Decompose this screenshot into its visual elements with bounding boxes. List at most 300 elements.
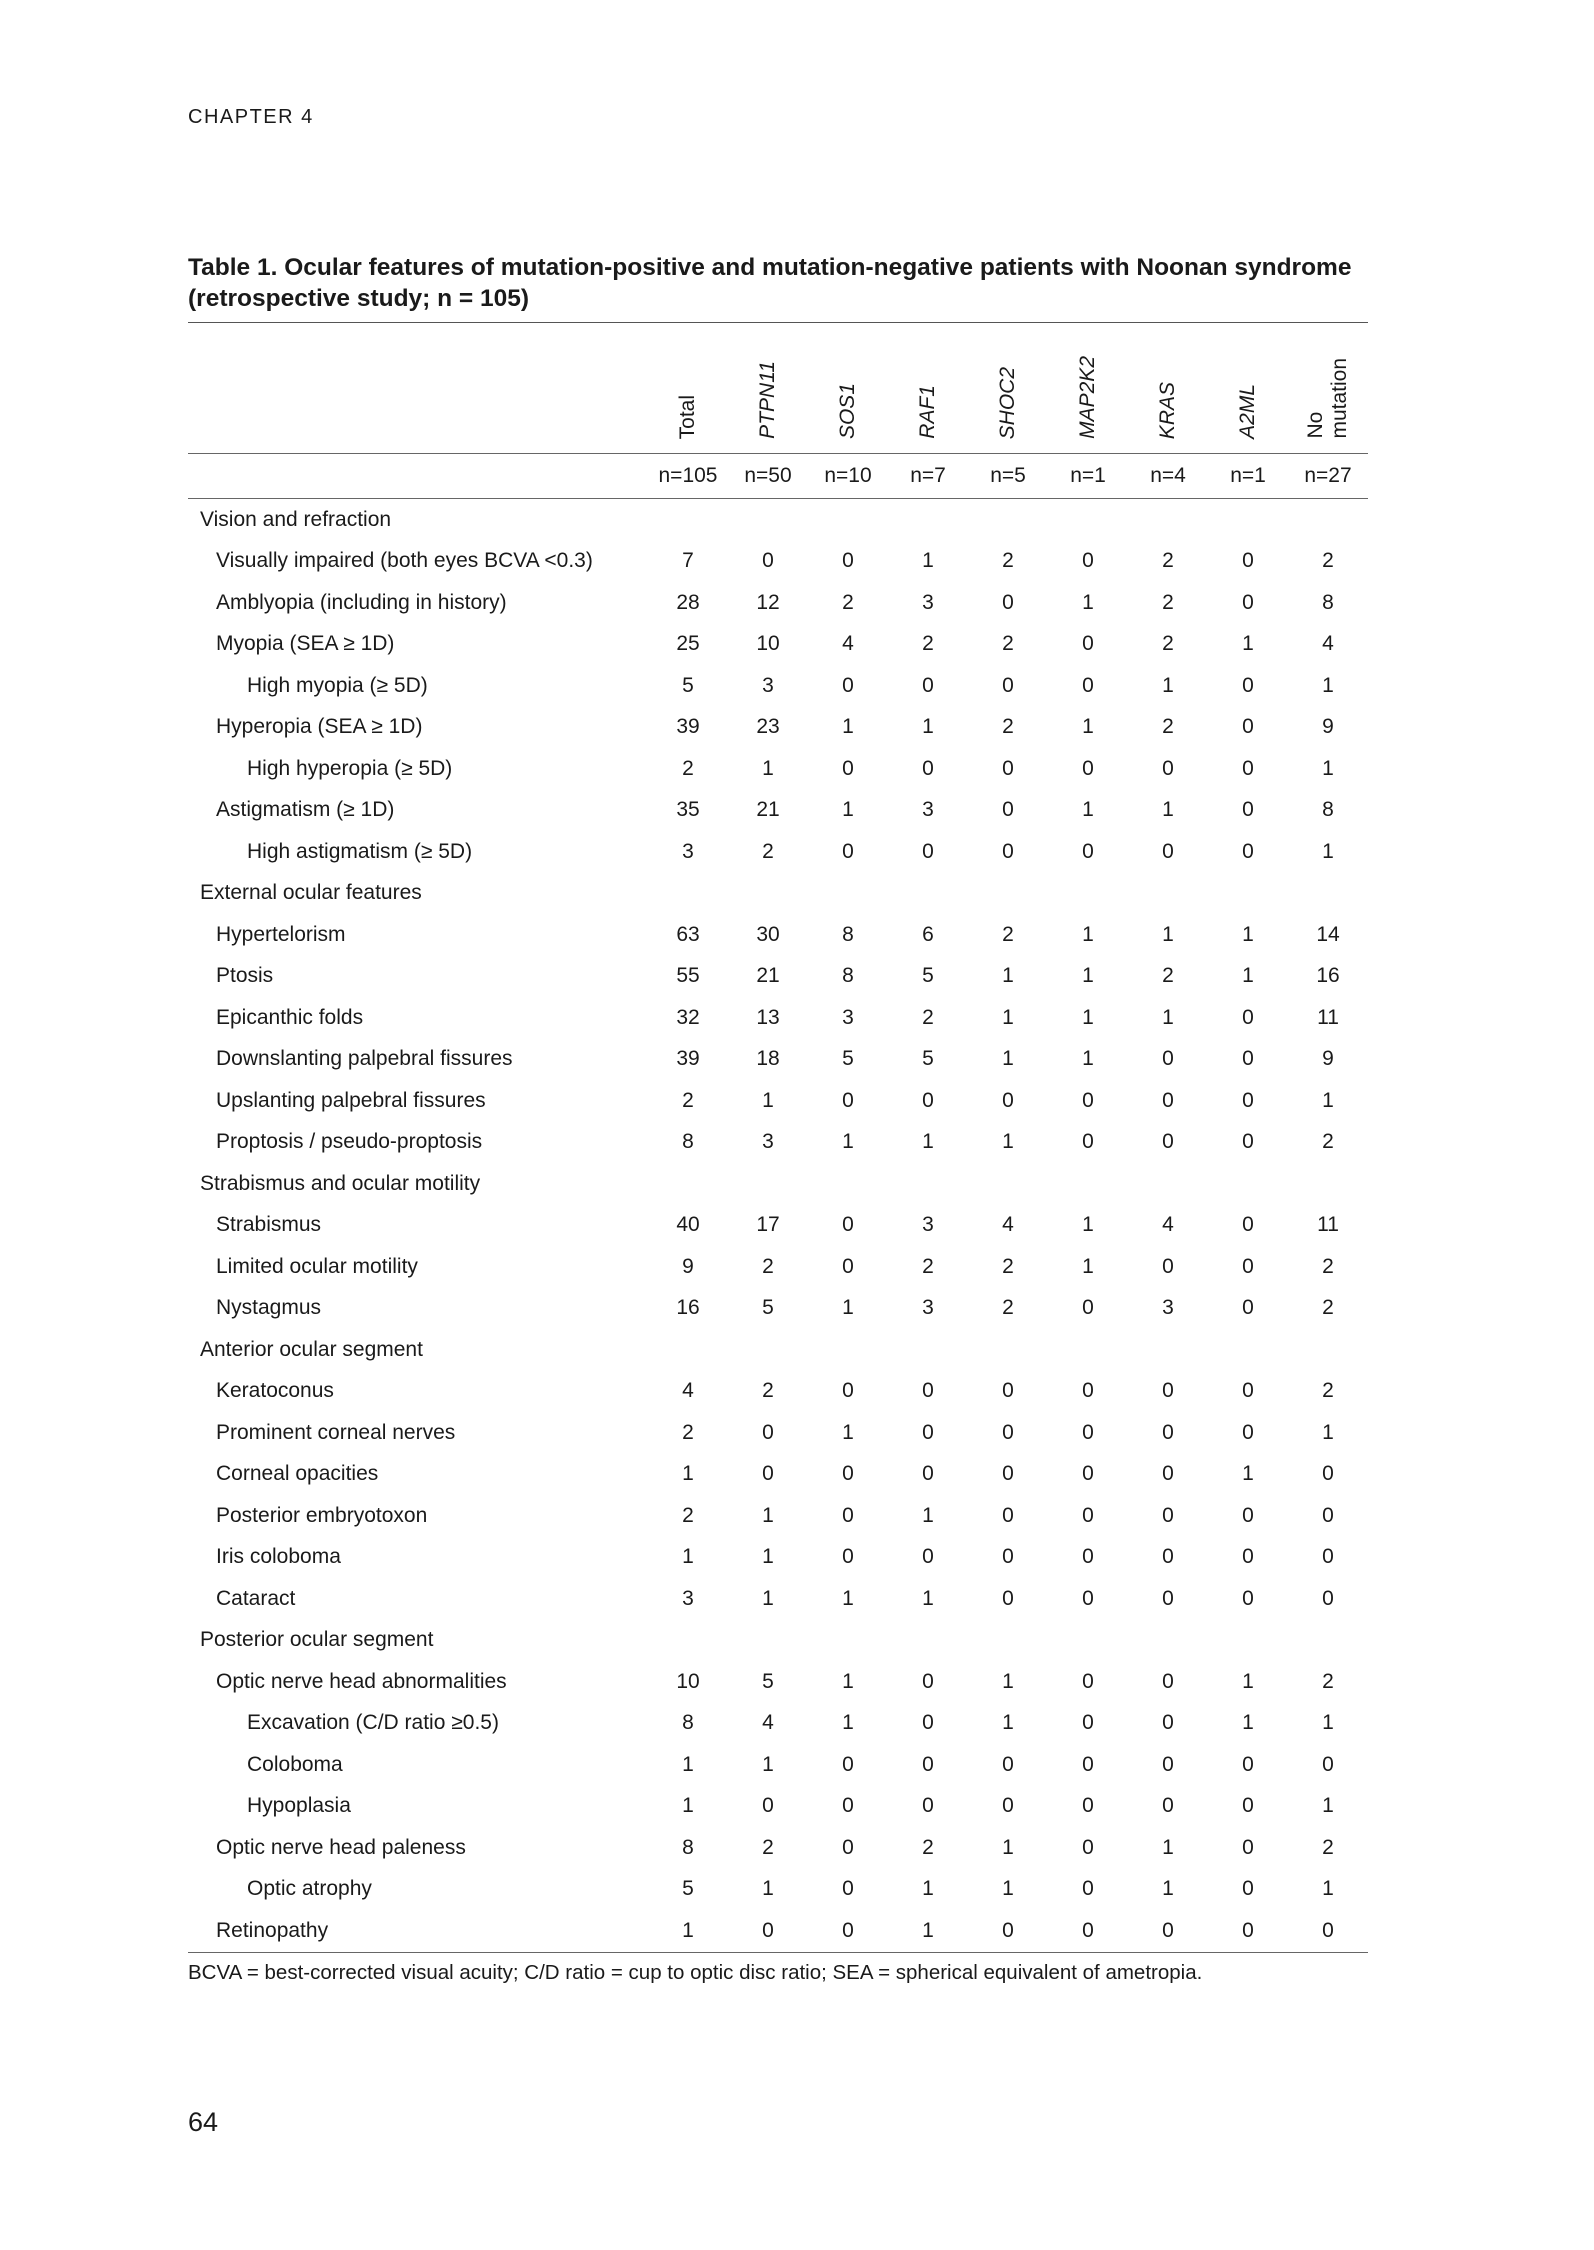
value-cell [1208, 1620, 1288, 1662]
value-cell: 1 [1002, 1711, 1014, 1735]
table-row [188, 1786, 1368, 1828]
value-cell: 0 [842, 1835, 854, 1859]
table-row [188, 1288, 1368, 1330]
table-row [188, 1910, 1368, 1952]
value-cell: 1 [842, 1296, 854, 1320]
value-cell [1048, 873, 1128, 915]
row-label: Limited ocular motility [216, 1254, 418, 1278]
value-cell: 1 [1082, 715, 1094, 739]
value-cell: 1 [762, 756, 774, 780]
value-cell: 0 [1322, 1586, 1334, 1610]
value-cell: 1 [1242, 964, 1254, 988]
table-row [188, 914, 1368, 956]
value-cell: 1 [1242, 1462, 1254, 1486]
column-header-label [836, 383, 860, 439]
row-label: Hyperopia (SEA ≥ 1D) [216, 715, 423, 739]
value-cell: 1 [1002, 1835, 1014, 1859]
value-cell: 0 [1322, 1545, 1334, 1569]
value-cell: 2 [842, 590, 854, 614]
value-cell: 0 [1162, 1794, 1174, 1818]
value-cell: 4 [762, 1711, 774, 1735]
value-cell: 0 [1162, 1130, 1174, 1154]
value-cell [1048, 1163, 1128, 1205]
column-header-label [916, 385, 940, 439]
value-cell: 2 [1322, 1835, 1334, 1859]
row-label: Epicanthic folds [216, 1005, 364, 1029]
value-cell: 0 [1082, 756, 1094, 780]
value-cell: 0 [1242, 756, 1254, 780]
value-cell: 1 [1002, 964, 1014, 988]
value-cell: 1 [1322, 1420, 1334, 1444]
value-cell: 0 [1162, 1711, 1174, 1735]
value-cell: 0 [762, 1462, 774, 1486]
value-cell: 5 [922, 1047, 934, 1071]
row-label: Prominent corneal nerves [216, 1420, 456, 1444]
value-cell: 0 [922, 756, 934, 780]
value-cell [968, 1329, 1048, 1371]
row-label: Visually impaired (both eyes BCVA <0.3) [216, 549, 593, 573]
value-cell: 0 [1162, 1420, 1174, 1444]
value-cell: 8 [682, 1835, 694, 1859]
value-cell: 1 [1002, 1130, 1014, 1154]
value-cell: 0 [842, 673, 854, 697]
row-label: High astigmatism (≥ 5D) [247, 839, 473, 863]
value-cell [808, 1329, 888, 1371]
value-cell: 0 [1242, 590, 1254, 614]
value-cell: 0 [1322, 1503, 1334, 1527]
value-cell: 2 [682, 1420, 694, 1444]
sample-size-row [188, 454, 1368, 499]
value-cell: 1 [762, 1752, 774, 1776]
value-cell: 0 [1242, 1296, 1254, 1320]
value-cell: 1 [1162, 1005, 1174, 1029]
value-cell: 0 [922, 1752, 934, 1776]
value-cell [968, 873, 1048, 915]
value-cell: 0 [922, 1088, 934, 1112]
value-cell: 1 [1162, 673, 1174, 697]
value-cell: 0 [1242, 1047, 1254, 1071]
value-cell [1288, 1329, 1368, 1371]
row-label: Optic nerve head paleness [216, 1835, 466, 1859]
value-cell: 0 [1242, 1877, 1254, 1901]
value-cell: 0 [1242, 1752, 1254, 1776]
value-cell: 0 [1002, 1503, 1014, 1527]
value-cell: 0 [1242, 549, 1254, 573]
value-cell: 0 [922, 1420, 934, 1444]
table-row [188, 956, 1368, 998]
value-cell: 0 [1002, 1545, 1014, 1569]
value-cell [888, 499, 968, 541]
value-cell: 0 [842, 1877, 854, 1901]
value-cell: 1 [1002, 1005, 1014, 1029]
value-cell: 23 [756, 715, 780, 739]
value-cell: 1 [1082, 922, 1094, 946]
sample-size-cell: n=1 [1070, 464, 1106, 487]
value-cell: 5 [682, 673, 694, 697]
value-cell: 0 [842, 1794, 854, 1818]
value-cell: 0 [1162, 1047, 1174, 1071]
value-cell: 0 [1002, 1752, 1014, 1776]
value-cell: 2 [1162, 549, 1174, 573]
value-cell: 2 [1322, 1296, 1334, 1320]
table-caption: Table 1. Ocular features of mutation-positive and mutation-negative patients with Noonan syndrome (retrospective study; n = 105) [188, 254, 1352, 312]
value-cell [1288, 1620, 1368, 1662]
value-cell: 8 [682, 1711, 694, 1735]
value-cell [648, 873, 728, 915]
value-cell: 1 [682, 1794, 694, 1818]
value-cell: 0 [922, 1379, 934, 1403]
value-cell: 1 [1082, 1005, 1094, 1029]
value-cell: 0 [1242, 1379, 1254, 1403]
value-cell: 0 [922, 1669, 934, 1693]
value-cell: 0 [842, 1918, 854, 1942]
value-cell: 1 [922, 1877, 934, 1901]
value-cell: 5 [842, 1047, 854, 1071]
value-cell: 11 [1317, 1213, 1339, 1237]
row-label: Keratoconus [216, 1379, 334, 1403]
table-row [188, 1080, 1368, 1122]
column-header [1288, 323, 1368, 454]
value-cell: 0 [922, 673, 934, 697]
value-cell: 1 [1082, 1047, 1094, 1071]
column-header-label [1236, 384, 1260, 439]
table-row [188, 541, 1368, 583]
value-cell [648, 1163, 728, 1205]
value-cell [1208, 1329, 1288, 1371]
value-cell: 0 [1242, 1213, 1254, 1237]
value-cell: 1 [1322, 1794, 1334, 1818]
sample-size-cell: n=50 [744, 464, 792, 487]
column-header [648, 323, 728, 454]
value-cell: 1 [762, 1877, 774, 1901]
value-cell [1288, 1163, 1368, 1205]
value-cell: 1 [922, 1586, 934, 1610]
value-cell: 0 [762, 1794, 774, 1818]
value-cell: 0 [1242, 798, 1254, 822]
value-cell [728, 1329, 808, 1371]
row-label: Strabismus [216, 1213, 322, 1237]
value-cell: 2 [922, 1005, 934, 1029]
value-cell: 16 [1316, 964, 1340, 988]
value-cell: 18 [756, 1047, 780, 1071]
value-cell: 5 [762, 1296, 774, 1320]
value-cell: 0 [1082, 632, 1094, 656]
value-cell [1048, 1329, 1128, 1371]
value-cell: 1 [1322, 1877, 1334, 1901]
value-cell: 0 [1082, 1420, 1094, 1444]
value-cell: 0 [1082, 1130, 1094, 1154]
column-header-label [756, 361, 780, 439]
value-cell [648, 499, 728, 541]
row-label: Optic atrophy [247, 1877, 372, 1901]
value-cell: 0 [762, 549, 774, 573]
row-label: Excavation (C/D ratio ≥0.5) [247, 1711, 499, 1735]
value-cell: 2 [1002, 549, 1014, 573]
section-header-row [188, 1163, 1368, 1205]
table-row [188, 748, 1368, 790]
table-row [188, 1661, 1368, 1703]
value-cell: 0 [922, 1462, 934, 1486]
row-label: Posterior embryotoxon [216, 1503, 428, 1527]
value-cell: 2 [682, 756, 694, 780]
table-body [188, 499, 1368, 1953]
value-cell [808, 1620, 888, 1662]
value-cell: 0 [1162, 1586, 1174, 1610]
value-cell: 0 [1082, 1669, 1094, 1693]
value-cell: 1 [762, 1503, 774, 1527]
value-cell: 3 [922, 798, 934, 822]
value-cell: 5 [682, 1877, 694, 1901]
table-row [188, 1205, 1368, 1247]
table-row [188, 1869, 1368, 1911]
value-cell: 0 [842, 1545, 854, 1569]
table-row [188, 997, 1368, 1039]
value-cell: 1 [1322, 1711, 1334, 1735]
column-header-line: RAF1 [916, 385, 939, 439]
row-label: Myopia (SEA ≥ 1D) [216, 632, 395, 656]
table-row [188, 1039, 1368, 1081]
value-cell: 0 [1242, 1835, 1254, 1859]
table-row [188, 1744, 1368, 1786]
value-cell: 1 [842, 1420, 854, 1444]
value-cell: 0 [1242, 1254, 1254, 1278]
value-cell: 2 [1322, 1669, 1334, 1693]
value-cell [648, 1329, 728, 1371]
column-header-line: SOS1 [836, 382, 859, 439]
value-cell: 0 [1242, 1545, 1254, 1569]
value-cell: 2 [1162, 964, 1174, 988]
value-cell: 1 [842, 1586, 854, 1610]
value-cell: 1 [1002, 1877, 1014, 1901]
value-cell: 1 [1002, 1047, 1014, 1071]
value-cell: 3 [762, 673, 774, 697]
section-header-row [188, 1329, 1368, 1371]
table-row [188, 1537, 1368, 1579]
sample-size-cell: n=27 [1304, 464, 1352, 487]
column-header-line: Total [676, 394, 699, 439]
column-header [728, 323, 808, 454]
value-cell: 0 [842, 549, 854, 573]
value-cell: 1 [1082, 1213, 1094, 1237]
value-cell: 1 [1242, 1711, 1254, 1735]
value-cell: 0 [1162, 1669, 1174, 1693]
table-row [188, 665, 1368, 707]
value-cell: 0 [1082, 1752, 1094, 1776]
value-cell: 0 [1082, 549, 1094, 573]
value-cell: 1 [1082, 1254, 1094, 1278]
value-cell: 1 [842, 1711, 854, 1735]
value-cell: 2 [1002, 1296, 1014, 1320]
row-label: Iris coloboma [216, 1545, 341, 1569]
column-header-line: mutation [1328, 358, 1351, 439]
value-cell: 1 [682, 1918, 694, 1942]
sample-size-cell: n=105 [658, 464, 718, 487]
column-header [968, 323, 1048, 454]
value-cell: 0 [1002, 673, 1014, 697]
row-label: Upslanting palpebral fissures [216, 1088, 486, 1112]
value-cell: 3 [682, 1586, 694, 1610]
value-cell [1128, 1620, 1208, 1662]
value-cell: 1 [1162, 1877, 1174, 1901]
value-cell: 0 [1242, 715, 1254, 739]
value-cell [808, 873, 888, 915]
value-cell: 0 [1082, 1918, 1094, 1942]
value-cell: 2 [762, 1254, 774, 1278]
table-row [188, 790, 1368, 832]
value-cell [968, 499, 1048, 541]
value-cell: 1 [1242, 1669, 1254, 1693]
row-label: Corneal opacities [216, 1462, 379, 1486]
value-cell: 17 [756, 1213, 780, 1237]
value-cell: 9 [682, 1254, 694, 1278]
row-label: Hypoplasia [247, 1794, 351, 1818]
value-cell: 3 [922, 590, 934, 614]
column-header-label [1156, 382, 1180, 439]
value-cell: 12 [756, 590, 780, 614]
value-cell: 2 [1002, 1254, 1014, 1278]
value-cell: 1 [1162, 798, 1174, 822]
value-cell: 21 [756, 964, 780, 988]
value-cell: 30 [756, 922, 780, 946]
value-cell: 0 [1242, 839, 1254, 863]
header-blank-cell [188, 323, 648, 454]
column-header [1208, 323, 1288, 454]
value-cell: 0 [842, 1503, 854, 1527]
value-cell: 1 [762, 1586, 774, 1610]
value-cell: 0 [1162, 1918, 1174, 1942]
value-cell: 2 [1322, 1254, 1334, 1278]
value-cell: 0 [1002, 798, 1014, 822]
value-cell [808, 499, 888, 541]
table-row [188, 1827, 1368, 1869]
value-cell: 1 [1162, 922, 1174, 946]
value-cell: 0 [1162, 1503, 1174, 1527]
value-cell: 0 [1242, 1088, 1254, 1112]
value-cell: 0 [1322, 1752, 1334, 1776]
value-cell: 1 [1082, 590, 1094, 614]
value-cell: 2 [682, 1088, 694, 1112]
column-header-line: PTPN11 [756, 361, 779, 439]
value-cell: 0 [1002, 1794, 1014, 1818]
value-cell: 55 [676, 964, 700, 988]
value-cell [888, 1620, 968, 1662]
value-cell: 0 [922, 1711, 934, 1735]
section-header-row [188, 873, 1368, 915]
value-cell: 25 [676, 632, 700, 656]
value-cell: 0 [1082, 1711, 1094, 1735]
value-cell: 0 [1082, 1296, 1094, 1320]
value-cell: 0 [1242, 1420, 1254, 1444]
value-cell: 2 [1002, 632, 1014, 656]
value-cell: 2 [1002, 715, 1014, 739]
value-cell: 10 [676, 1669, 700, 1693]
value-cell: 0 [1162, 1379, 1174, 1403]
value-cell: 3 [922, 1213, 934, 1237]
value-cell: 0 [922, 1794, 934, 1818]
value-cell: 5 [922, 964, 934, 988]
value-cell: 1 [762, 1545, 774, 1569]
value-cell: 40 [676, 1213, 700, 1237]
value-cell: 7 [682, 549, 694, 573]
value-cell: 1 [1082, 964, 1094, 988]
table-row [188, 1454, 1368, 1496]
column-header-line: KRAS [1156, 381, 1179, 439]
row-label: High myopia (≥ 5D) [247, 673, 428, 697]
column-header-line: A2ML [1236, 384, 1259, 439]
value-cell [648, 1620, 728, 1662]
value-cell: 2 [1162, 632, 1174, 656]
value-cell: 1 [1242, 922, 1254, 946]
page-number: 64 [188, 2107, 219, 2137]
value-cell [1288, 499, 1368, 541]
value-cell: 32 [676, 1005, 700, 1029]
value-cell: 1 [922, 715, 934, 739]
value-cell: 11 [1317, 1005, 1339, 1029]
value-cell [968, 1620, 1048, 1662]
value-cell [968, 1163, 1048, 1205]
value-cell: 0 [842, 1462, 854, 1486]
value-cell: 1 [1162, 1835, 1174, 1859]
value-cell [1208, 1163, 1288, 1205]
column-header [1128, 323, 1208, 454]
value-cell: 0 [1002, 1918, 1014, 1942]
value-cell: 1 [1082, 798, 1094, 822]
value-cell: 28 [676, 590, 700, 614]
value-cell [888, 873, 968, 915]
value-cell: 2 [1322, 1130, 1334, 1154]
row-label: Proptosis / pseudo-proptosis [216, 1130, 483, 1154]
row-label: External ocular features [200, 881, 422, 905]
value-cell [728, 1163, 808, 1205]
value-cell: 0 [1002, 1420, 1014, 1444]
value-cell: 14 [1316, 922, 1340, 946]
value-cell: 0 [1082, 1462, 1094, 1486]
value-cell: 2 [762, 1835, 774, 1859]
value-cell: 1 [922, 1918, 934, 1942]
value-cell: 0 [1002, 1586, 1014, 1610]
value-cell [1048, 1620, 1128, 1662]
sample-size-cell: n=7 [910, 464, 946, 487]
column-header-line: No [1304, 412, 1327, 439]
column-header-label [1304, 358, 1352, 439]
value-cell: 10 [756, 632, 780, 656]
value-cell [1288, 873, 1368, 915]
value-cell: 3 [922, 1296, 934, 1320]
table-footnote: BCVA = best-corrected visual acuity; C/D ratio = cup to optic disc ratio; SEA = spherical equivalent of ametropia. [188, 1961, 1203, 1984]
value-cell: 4 [1322, 632, 1334, 656]
value-cell: 2 [762, 839, 774, 863]
value-cell: 3 [682, 839, 694, 863]
value-cell: 2 [1162, 715, 1174, 739]
table-row [188, 624, 1368, 666]
value-cell: 16 [676, 1296, 700, 1320]
row-label: Anterior ocular segment [200, 1337, 423, 1361]
value-cell: 1 [1322, 673, 1334, 697]
value-cell: 2 [1322, 549, 1334, 573]
sample-size-cell: n=4 [1150, 464, 1186, 487]
sample-size-cell: n=5 [990, 464, 1026, 487]
sample-size-cell: n=1 [1230, 464, 1266, 487]
value-cell [728, 499, 808, 541]
row-label: Vision and refraction [200, 507, 392, 531]
value-cell: 6 [922, 922, 934, 946]
value-cell: 1 [842, 1669, 854, 1693]
value-cell: 4 [1162, 1213, 1174, 1237]
chapter-label: CHAPTER 4 [188, 106, 314, 128]
value-cell: 0 [1002, 1462, 1014, 1486]
value-cell: 1 [682, 1752, 694, 1776]
value-cell: 0 [1242, 1794, 1254, 1818]
